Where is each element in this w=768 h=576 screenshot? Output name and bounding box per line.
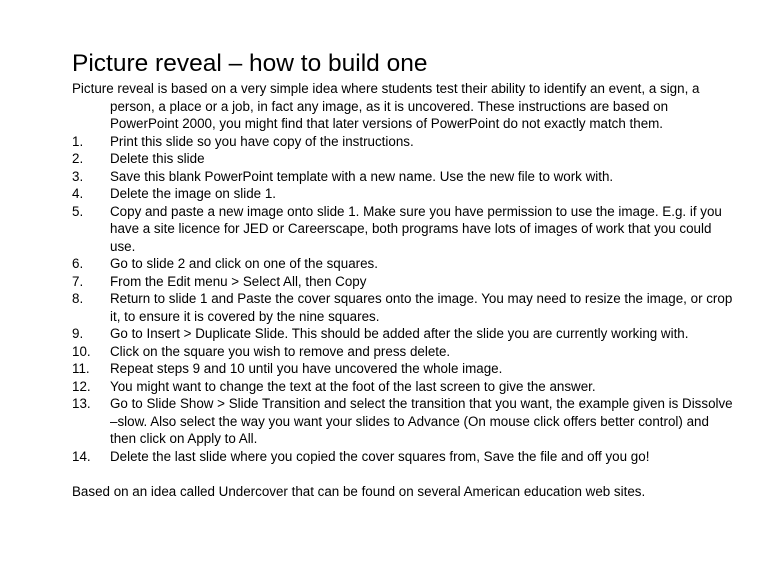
step-text: Copy and paste a new image onto slide 1. Make sure you have permission to use the image. E.g. if you have a site licence for JED or Careerscape, both programs have lots of images of work that you could use.	[110, 203, 722, 254]
list-item	[72, 290, 736, 325]
slide-title: Picture reveal – how to build one	[72, 50, 428, 77]
step-text: Return to slide 1 and Paste the cover squares onto the image. You may need to resize the image, or crop it, to ensure it is covered by the nine squares.	[110, 291, 733, 324]
step-number: 7.	[72, 273, 84, 289]
step-number: 8.	[72, 291, 84, 306]
step-number: 14.	[72, 448, 91, 464]
intro-paragraph: Picture reveal is based on a very simple idea where students test their ability to identify an event, a sign, a person, a place or a job, in fact any image, as it is uncovered. These instructions are based on PowerPoint 2000, you might find that later versions of PowerPoint do not exactly match them.	[72, 81, 700, 131]
slide-body	[72, 80, 736, 500]
step-number: 11.	[72, 361, 90, 376]
list-item	[72, 185, 736, 203]
list-item	[72, 203, 736, 256]
step-text: Save this blank PowerPoint template with a new name. Use the new file to work with.	[110, 168, 614, 184]
list-item	[72, 395, 736, 448]
step-text: Go to Insert > Duplicate Slide. This should be added after the slide you are currently working with.	[110, 326, 689, 341]
footer-note: Based on an idea called Undercover that can be found on several American education web sites.	[72, 483, 646, 499]
step-number: 3.	[72, 168, 84, 184]
step-number: 4.	[72, 186, 84, 201]
list-item	[72, 343, 736, 361]
list-item	[72, 378, 736, 396]
step-text: You might want to change the text at the foot of the last screen to give the answer.	[110, 378, 596, 394]
step-number: 1.	[72, 133, 84, 149]
step-number: 2.	[72, 151, 84, 166]
list-item	[72, 255, 736, 273]
step-number: 12.	[72, 378, 91, 394]
step-number: 5.	[72, 203, 84, 219]
list-item	[72, 168, 736, 186]
step-text: Click on the square you wish to remove and press delete.	[110, 343, 451, 359]
step-text: Go to Slide Show > Slide Transition and select the transition that you want, the example given is Dissolve –slow. Also select the way you want your slides to Advance (On mouse click offers better control) and then click on Apply to All.	[110, 396, 733, 446]
step-text: Print this slide so you have copy of the instructions.	[110, 133, 414, 149]
step-text: Delete the image on slide 1.	[110, 186, 276, 201]
list-item	[72, 150, 736, 168]
step-number: 9.	[72, 326, 84, 341]
list-item	[72, 360, 736, 378]
step-number: 6.	[72, 256, 84, 271]
steps-list	[72, 133, 736, 466]
step-text: Repeat steps 9 and 10 until you have uncovered the whole image.	[110, 361, 503, 376]
step-number: 13.	[72, 396, 91, 411]
step-text: Delete the last slide where you copied the cover squares from, Save the file and off you go!	[110, 448, 650, 464]
list-item	[72, 273, 736, 291]
step-text: Go to slide 2 and click on one of the squares.	[110, 256, 378, 271]
list-item	[72, 448, 736, 466]
step-text: From the Edit menu > Select All, then Copy	[110, 273, 367, 289]
step-number: 10.	[72, 343, 91, 359]
step-text: Delete this slide	[110, 151, 205, 166]
list-item	[72, 325, 736, 343]
list-item	[72, 133, 736, 151]
